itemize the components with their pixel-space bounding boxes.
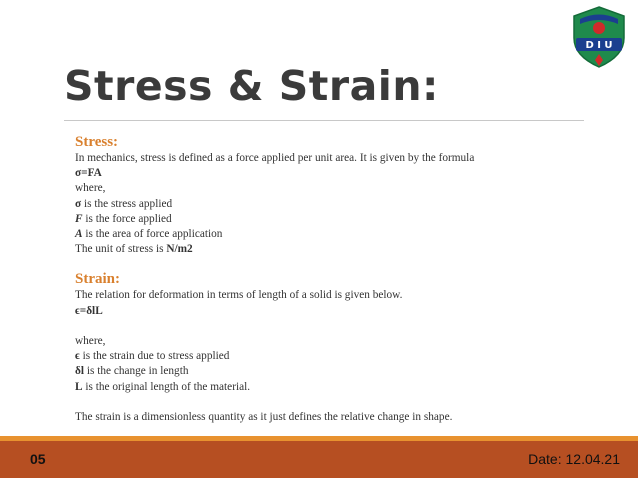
stress-where: where, [75,182,106,195]
title-divider [64,120,584,121]
strain-heading: Strain: [75,271,120,288]
stress-unit: The unit of stress is N/m2 [75,243,193,256]
logo-text: D I U [585,40,613,51]
strain-intro: The relation for deformation in terms of length of a solid is given below. [75,289,403,302]
stress-def-force: F is the force applied [75,212,172,225]
diu-logo [566,4,632,70]
strain-note: The strain is a dimensionless quantity as it just defines the relative change in shape. [75,411,453,424]
stress-intro: In mechanics, stress is defined as a force applied per unit area. It is given by the formula [75,152,475,164]
stress-def-area: A is the area of force application [75,228,223,241]
page-number: 05 [30,451,46,467]
strain-def-length: L is the original length of the material. [75,380,251,393]
slide-date: Date: 12.04.21 [528,451,620,467]
slide-content [75,133,615,425]
stress-heading: Stress: [75,134,119,150]
footer-bar [0,441,638,478]
strain-where: where, [75,335,106,348]
slide-title: Stress & Strain: [64,62,439,110]
stress-formula: σ=FA [75,167,102,180]
strain-def-epsilon: ϵ is the strain due to stress applied [75,350,230,363]
strain-def-delta-l: δl is the change in length [75,365,189,378]
strain-formula: ϵ=δlL [75,304,103,317]
stress-def-sigma: σ is the stress applied [75,197,173,210]
